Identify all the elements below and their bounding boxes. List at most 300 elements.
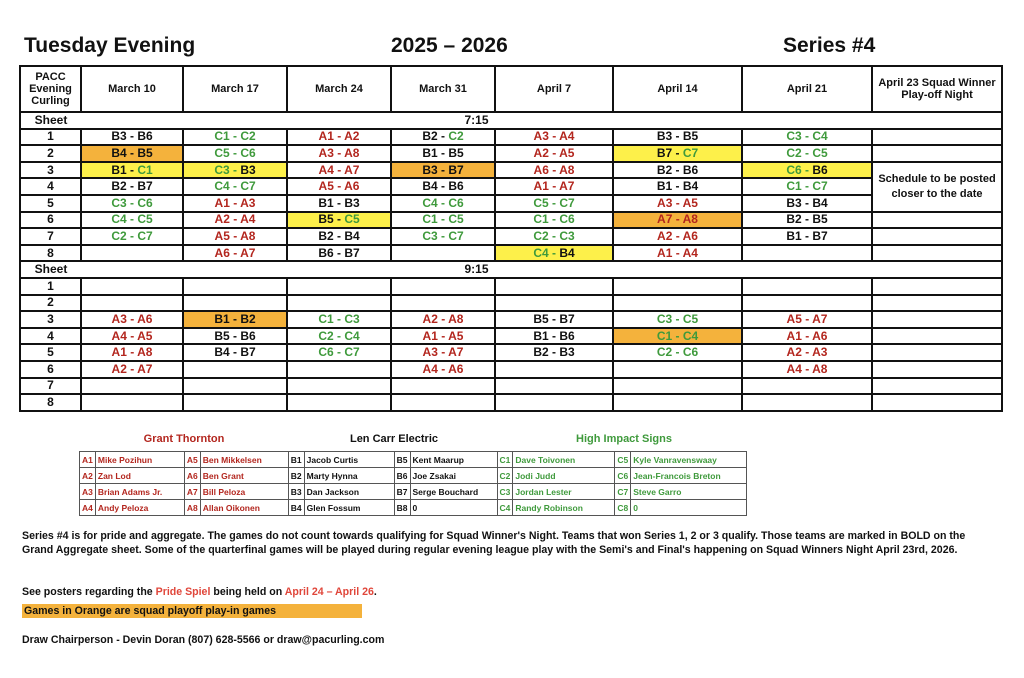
player-name: Steve Garro xyxy=(631,484,747,500)
player-code: A3 xyxy=(80,484,96,500)
sheet-number: 8 xyxy=(20,394,81,411)
series-label: Series #4 xyxy=(783,34,876,57)
game-cell xyxy=(613,361,742,378)
matchup: A6 - A7 xyxy=(214,245,256,260)
game-cell xyxy=(391,278,495,295)
game-cell xyxy=(495,245,613,262)
game-cell xyxy=(742,278,872,295)
sheet-number: 5 xyxy=(20,344,81,361)
blank-cell xyxy=(872,361,1002,378)
sheet-number: 5 xyxy=(20,195,81,212)
player-name: Brian Adams Jr. xyxy=(95,484,184,500)
player-code: C4 xyxy=(497,500,513,516)
game-cell xyxy=(183,162,287,179)
game-cell xyxy=(287,212,391,229)
matchup: B6 - B7 xyxy=(318,245,360,260)
player-code: B2 xyxy=(288,468,304,484)
game-cell xyxy=(742,178,872,195)
game-cell xyxy=(613,178,742,195)
matchup: B5 - B7 xyxy=(533,311,575,326)
matchup: B2 - B3 xyxy=(533,345,575,360)
game-cell xyxy=(81,178,183,195)
game-cell xyxy=(183,228,287,245)
sheet-number: 3 xyxy=(20,311,81,328)
game-cell xyxy=(391,228,495,245)
matchup: C4 - C7 xyxy=(214,179,256,194)
matchup: A1 - A6 xyxy=(786,328,828,343)
spiel-end: . xyxy=(373,586,377,598)
orange-legend xyxy=(22,604,362,618)
player-name: Andy Peloza xyxy=(95,500,184,516)
matchup: C3 - C5 xyxy=(656,311,699,326)
squad-name-b: Len Carr Electric xyxy=(349,433,439,445)
game-cell xyxy=(287,361,391,378)
roster-row xyxy=(80,468,747,484)
player-code: C6 xyxy=(615,468,631,484)
game-cell xyxy=(81,245,183,262)
matchup: B1 - B2 xyxy=(214,311,256,326)
game-cell xyxy=(613,278,742,295)
player-name: 0 xyxy=(631,500,747,516)
game-cell xyxy=(742,378,872,395)
game-cell xyxy=(613,129,742,146)
player-code: C8 xyxy=(615,500,631,516)
matchup: A1 - A5 xyxy=(422,328,464,343)
game-cell xyxy=(613,162,742,179)
player-name: Marty Hynna xyxy=(304,468,394,484)
matchup: C1 - C5 xyxy=(422,212,464,227)
player-name: Mike Pozihun xyxy=(95,452,184,468)
sheet-number: 4 xyxy=(20,178,81,195)
sheet-number: 1 xyxy=(20,129,81,146)
game-cell xyxy=(391,328,495,345)
player-code: B6 xyxy=(394,468,410,484)
game-cell xyxy=(183,145,287,162)
season-label: 2025 – 2026 xyxy=(391,34,508,57)
game-cell xyxy=(287,394,391,411)
sheet-row xyxy=(20,311,1002,328)
matchup: C3 - C4 xyxy=(786,129,828,144)
player-name: Dave Toivonen xyxy=(513,452,615,468)
matchup: B3 - B5 xyxy=(656,129,699,144)
game-cell xyxy=(495,129,613,146)
game-cell xyxy=(742,394,872,411)
player-code: B1 xyxy=(288,452,304,468)
sheet-number: 7 xyxy=(20,228,81,245)
sheet-row xyxy=(20,394,1002,411)
sheet-row xyxy=(20,295,1002,312)
header-row xyxy=(20,66,1002,112)
game-cell xyxy=(742,328,872,345)
game-cell xyxy=(613,212,742,229)
game-cell xyxy=(287,145,391,162)
game-cell xyxy=(742,162,872,179)
matchup: A4 - A7 xyxy=(318,162,360,177)
game-cell xyxy=(81,378,183,395)
matchup: A6 - A8 xyxy=(533,162,575,177)
game-cell xyxy=(613,394,742,411)
matchup: C4 - C6 xyxy=(422,195,464,210)
player-name: Randy Robinson xyxy=(513,500,615,516)
matchup: A2 - A4 xyxy=(214,212,256,227)
matchup: B2 - B6 xyxy=(656,162,699,177)
sheet-number: 7 xyxy=(20,378,81,395)
game-cell xyxy=(287,162,391,179)
player-name: Jean-Francois Breton xyxy=(631,468,747,484)
game-cell xyxy=(81,295,183,312)
game-cell xyxy=(742,195,872,212)
game-cell xyxy=(391,162,495,179)
series-note: Series #4 is for pride and aggregate. The games do not count towards qualifying for Squad Winner's Night. Teams that won Series 1, 2 or 3 qualify. Those teams are marked in BOLD on the Grand Aggregate sheet. Some of the quarterfinal games will be played during regular evening league play with the Semi's and Final's happening on Squad Winners Night April 23rd, 2026. xyxy=(22,530,966,556)
game-cell xyxy=(495,212,613,229)
game-cell xyxy=(391,145,495,162)
game-cell xyxy=(742,295,872,312)
sheet-row xyxy=(20,245,1002,262)
game-cell xyxy=(81,328,183,345)
game-cell xyxy=(391,311,495,328)
team-code: B5 - xyxy=(318,212,345,227)
team-code: C4 - xyxy=(533,245,560,260)
game-cell xyxy=(613,378,742,395)
game-cell xyxy=(391,378,495,395)
player-name: Serge Bouchard xyxy=(410,484,497,500)
player-code: A1 xyxy=(80,452,96,468)
matchup: C3 - C7 xyxy=(422,228,464,243)
team-code: B7 - xyxy=(656,145,683,160)
roster-row xyxy=(80,484,747,500)
player-name: Jacob Curtis xyxy=(304,452,394,468)
matchup: B1 - B7 xyxy=(786,228,828,243)
blank-cell xyxy=(872,278,1002,295)
matchup: A2 - A7 xyxy=(111,361,153,376)
sheet-row xyxy=(20,195,1002,212)
matchup: A2 - A5 xyxy=(533,145,575,160)
sheet-number: 8 xyxy=(20,245,81,262)
game-cell xyxy=(495,394,613,411)
game-cell xyxy=(613,311,742,328)
game-cell xyxy=(391,129,495,146)
sheet-number: 2 xyxy=(20,145,81,162)
game-cell xyxy=(183,328,287,345)
sheet-row xyxy=(20,378,1002,395)
game-cell xyxy=(613,195,742,212)
draw-time-row xyxy=(20,112,1002,129)
blank-cell xyxy=(872,328,1002,345)
player-code: A4 xyxy=(80,500,96,516)
matchup: A3 - A8 xyxy=(318,145,360,160)
game-cell xyxy=(183,278,287,295)
spiel-pre: See posters regarding the xyxy=(22,586,156,598)
game-cell xyxy=(391,195,495,212)
team-code: C1 xyxy=(137,162,153,177)
matchup: B4 - B5 xyxy=(111,145,153,160)
team-code: B2 - xyxy=(422,129,449,144)
game-cell xyxy=(495,178,613,195)
game-cell xyxy=(495,162,613,179)
sheet-row xyxy=(20,178,1002,195)
blank-cell xyxy=(872,261,1002,278)
matchup: A2 - A6 xyxy=(657,228,698,243)
game-cell xyxy=(742,228,872,245)
roster-row xyxy=(80,500,747,516)
matchup: A1 - A4 xyxy=(657,245,698,260)
game-cell xyxy=(742,361,872,378)
blank-cell xyxy=(872,378,1002,395)
game-cell xyxy=(742,311,872,328)
game-cell xyxy=(742,212,872,229)
spiel-dates: April 24 – April 26 xyxy=(284,586,374,598)
game-cell xyxy=(81,344,183,361)
game-cell xyxy=(495,328,613,345)
player-code: A6 xyxy=(184,468,200,484)
squad-name-a: Grant Thornton xyxy=(143,433,225,445)
game-cell xyxy=(81,394,183,411)
game-cell xyxy=(495,361,613,378)
sheet-number: 6 xyxy=(20,361,81,378)
player-name: Dan Jackson xyxy=(304,484,394,500)
blank-cell xyxy=(872,344,1002,361)
game-cell xyxy=(391,344,495,361)
sheet-row xyxy=(20,145,1002,162)
player-code: A7 xyxy=(184,484,200,500)
matchup: A5 - A8 xyxy=(214,228,256,243)
matchup: A2 - A3 xyxy=(786,345,828,360)
game-cell xyxy=(183,378,287,395)
spiel-mid: being held on xyxy=(210,586,285,598)
draw-time: 7:15 xyxy=(81,112,872,129)
matchup: C1 - C3 xyxy=(318,311,360,326)
date-header: March 10 xyxy=(81,66,183,112)
game-cell xyxy=(613,145,742,162)
matchup: C1 - C2 xyxy=(214,129,256,144)
game-cell xyxy=(81,145,183,162)
blank-cell xyxy=(872,394,1002,411)
game-cell xyxy=(287,328,391,345)
sheet-row xyxy=(20,162,1002,179)
date-header: March 17 xyxy=(183,66,287,112)
player-name: Kyle Vanravenswaay xyxy=(631,452,747,468)
game-cell xyxy=(742,245,872,262)
team-code: B6 xyxy=(812,162,828,177)
game-cell xyxy=(391,245,495,262)
game-cell xyxy=(287,344,391,361)
matchup: C1 - C7 xyxy=(786,179,828,194)
game-cell xyxy=(81,228,183,245)
game-cell xyxy=(495,195,613,212)
player-code: B4 xyxy=(288,500,304,516)
matchup: C2 - C7 xyxy=(111,228,153,243)
game-cell xyxy=(81,162,183,179)
matchup: B4 - B6 xyxy=(422,179,464,194)
matchup: A4 - A5 xyxy=(111,328,153,343)
game-cell xyxy=(287,228,391,245)
player-name: Joe Zsakai xyxy=(410,468,497,484)
player-name: Bill Peloza xyxy=(200,484,288,500)
game-cell xyxy=(183,361,287,378)
game-cell xyxy=(391,295,495,312)
matchup: C5 - C6 xyxy=(214,145,256,160)
spiel-link[interactable]: Pride Spiel xyxy=(155,586,211,598)
game-cell xyxy=(495,344,613,361)
team-code: C2 xyxy=(448,129,464,144)
game-cell xyxy=(81,195,183,212)
sheet-row xyxy=(20,344,1002,361)
sheet-number: 1 xyxy=(20,278,81,295)
matchup: B2 - B4 xyxy=(318,228,360,243)
matchup: A1 - A8 xyxy=(111,345,153,360)
draw-time-row xyxy=(20,261,1002,278)
player-name: Allan Oikonen xyxy=(200,500,288,516)
game-cell xyxy=(391,361,495,378)
matchup: C3 - C6 xyxy=(111,195,153,210)
blank-cell xyxy=(872,212,1002,229)
spiel-note xyxy=(22,585,377,599)
matchup: B3 - B7 xyxy=(422,162,464,177)
matchup: C1 - C6 xyxy=(533,212,575,227)
blank-cell xyxy=(872,112,1002,129)
blank-cell xyxy=(872,129,1002,146)
game-cell xyxy=(81,278,183,295)
game-cell xyxy=(183,311,287,328)
sheet-number: 4 xyxy=(20,328,81,345)
player-code: A5 xyxy=(184,452,200,468)
player-code: B3 xyxy=(288,484,304,500)
roster-table xyxy=(79,451,747,516)
sheet-row xyxy=(20,129,1002,146)
matchup: A1 - A7 xyxy=(533,179,575,194)
matchup: B1 - B5 xyxy=(422,145,464,160)
player-code: C3 xyxy=(497,484,513,500)
matchup: C2 - C5 xyxy=(786,145,828,160)
sheet-row xyxy=(20,361,1002,378)
matchup: A2 - A8 xyxy=(422,311,464,326)
matchup: C2 - C3 xyxy=(533,228,575,243)
matchup: A1 - A3 xyxy=(214,195,256,210)
game-cell xyxy=(183,295,287,312)
sheet-number: 6 xyxy=(20,212,81,229)
matchup: C1 - C4 xyxy=(656,328,699,343)
matchup: C2 - C6 xyxy=(656,345,699,360)
squad-names xyxy=(80,433,742,447)
game-cell xyxy=(183,129,287,146)
player-code: C7 xyxy=(615,484,631,500)
matchup: B2 - B7 xyxy=(111,179,153,194)
matchup: C4 - C5 xyxy=(111,212,153,227)
game-cell xyxy=(287,295,391,312)
game-cell xyxy=(613,228,742,245)
game-cell xyxy=(742,344,872,361)
date-header: March 31 xyxy=(391,66,495,112)
matchup: B4 - B7 xyxy=(214,345,256,360)
game-cell xyxy=(287,195,391,212)
player-name: Jodi Judd xyxy=(513,468,615,484)
game-cell xyxy=(613,328,742,345)
game-cell xyxy=(183,394,287,411)
game-cell xyxy=(613,245,742,262)
game-cell xyxy=(742,129,872,146)
blank-cell xyxy=(872,311,1002,328)
matchup: A3 - A5 xyxy=(657,195,698,210)
playoff-note: Schedule to be posted closer to the date xyxy=(872,162,1002,212)
team-code: C3 - xyxy=(214,162,241,177)
matchup: C2 - C4 xyxy=(318,328,360,343)
sheet-row xyxy=(20,328,1002,345)
orange-legend-label: Games in Orange are squad playoff play-in games xyxy=(22,604,362,618)
matchup: A3 - A4 xyxy=(533,129,575,144)
game-cell xyxy=(183,178,287,195)
game-cell xyxy=(183,245,287,262)
sheet-label: Sheet xyxy=(20,261,81,278)
matchup: C6 - C7 xyxy=(318,345,360,360)
sheet-row xyxy=(20,212,1002,229)
player-code: B7 xyxy=(394,484,410,500)
blank-cell xyxy=(872,228,1002,245)
player-name: Jordan Lester xyxy=(513,484,615,500)
matchup: B2 - B5 xyxy=(786,212,828,227)
game-cell xyxy=(495,145,613,162)
matchup: B1 - B3 xyxy=(318,195,360,210)
game-cell xyxy=(495,295,613,312)
blank-cell xyxy=(872,295,1002,312)
matchup: A5 - A6 xyxy=(318,179,360,194)
player-code: C2 xyxy=(497,468,513,484)
date-header: April 23 Squad Winner Play-off Night xyxy=(872,66,1002,112)
page-title: Tuesday Evening xyxy=(24,34,196,57)
game-cell xyxy=(287,178,391,195)
game-cell xyxy=(391,178,495,195)
sheet-number: 2 xyxy=(20,295,81,312)
game-cell xyxy=(287,278,391,295)
player-code: C1 xyxy=(497,452,513,468)
player-name: Zan Lod xyxy=(95,468,184,484)
game-cell xyxy=(495,378,613,395)
game-cell xyxy=(183,212,287,229)
game-cell xyxy=(495,228,613,245)
matchup: C5 - C7 xyxy=(533,195,575,210)
player-name: Ben Mikkelsen xyxy=(200,452,288,468)
game-cell xyxy=(81,361,183,378)
game-cell xyxy=(495,278,613,295)
schedule-table xyxy=(19,65,1003,412)
matchup: B3 - B6 xyxy=(111,129,153,144)
game-cell xyxy=(81,129,183,146)
blank-cell xyxy=(872,245,1002,262)
matchup: A3 - A7 xyxy=(422,345,464,360)
team-code: C7 xyxy=(682,145,699,160)
game-cell xyxy=(81,212,183,229)
game-cell xyxy=(391,212,495,229)
game-cell xyxy=(613,344,742,361)
player-code: A8 xyxy=(184,500,200,516)
matchup: A3 - A6 xyxy=(111,311,153,326)
player-code: C5 xyxy=(615,452,631,468)
team-code: C6 - xyxy=(786,162,813,177)
player-name: Ben Grant xyxy=(200,468,288,484)
team-code: B4 xyxy=(559,245,575,260)
date-header: April 14 xyxy=(613,66,742,112)
team-code: B1 - xyxy=(111,162,138,177)
matchup: B3 - B4 xyxy=(786,195,828,210)
player-name: Glen Fossum xyxy=(304,500,394,516)
sheet-row xyxy=(20,228,1002,245)
game-cell xyxy=(287,129,391,146)
draw-chair: Draw Chairperson - Devin Doran (807) 628-5566 or draw@pacurling.com xyxy=(22,634,385,646)
date-header: April 7 xyxy=(495,66,613,112)
player-name: Kent Maarup xyxy=(410,452,497,468)
game-cell xyxy=(287,245,391,262)
team-code: C5 xyxy=(344,212,360,227)
squad-name-c: High Impact Signs xyxy=(576,433,672,445)
